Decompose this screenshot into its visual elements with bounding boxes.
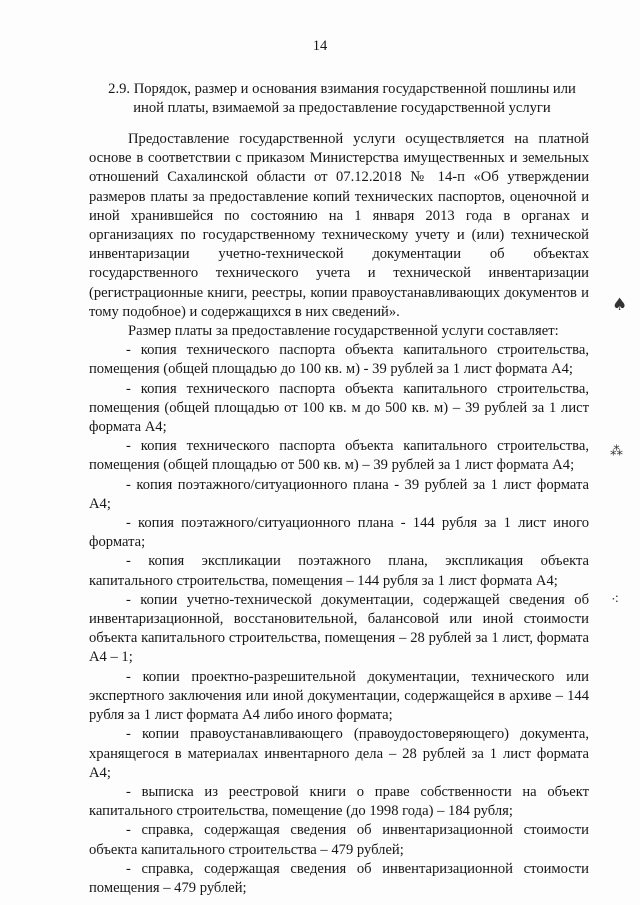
fee-item: - выписка из реестровой книги о праве собственности на объект капитального строительства, помещение (до 1998 года) – 184 рубля; (89, 783, 589, 820)
margin-mark-icon: ⁂ (610, 444, 623, 459)
margin-mark-icon: ♠ (612, 295, 628, 315)
fee-item: - копии правоустанавливающего (правоудостоверяющего) документа, хранящегося в материалах инвентарного дела – 28 рублей за 1 лист формата А4; (89, 726, 589, 781)
intro-paragraph: Предоставление государственной услуги осуществляется на платной основе в соответствии с приказом Министерства имущественных и земельных отношений Сахалинской области от 07.12.2018 № 14-п «Об утверждении размеров платы за предоставление копий технических паспортов, оценочной и иной хранившейся по состоянию на 1 января 2013 года в органах и организациях по государственному техническому учету и (или) технической инвентаризации учетно-технической документации об объектах государственного технического учета и технической инвентаризации (регистрационные книги, реестры, копии правоустанавливающих документов и тому подобное) и содержащихся в них сведений». (89, 131, 589, 320)
fee-intro: Размер платы за предоставление государственной услуги составляет: (128, 323, 559, 340)
document-body (89, 130, 589, 898)
fee-item: - копии проектно-разрешительной документации, технического или экспертного заключения или иной документации, содержащейся в архиве – 144 рубля за 1 лист формата А4 либо иного формата; (89, 668, 589, 724)
fee-item: - копия технического паспорта объекта капитального строительства, помещения (общей площадью до 100 кв. м) - 39 рублей за 1 лист формата А4; (89, 342, 589, 378)
fee-item: - справка, содержащая сведения об инвентаризационной стоимости объекта капитального строительства – 479 рублей; (89, 822, 589, 858)
fee-item: - копия экспликации поэтажного плана, экспликация объекта капитального строительства, помещения – 144 рубля за 1 лист формата А4; (89, 553, 589, 589)
fee-item: - копии учетно-технической документации, содержащей сведения об инвентаризационной, восстановительной, балансовой или иной стоимости объекта капитального строительства, помещения – 28 рублей за 1 лист, формата А4 – 1; (89, 591, 589, 666)
fee-item: - справка, содержащая сведения об инвентаризационной стоимости помещения – 479 рублей; (89, 860, 589, 896)
margin-mark-icon: ⁖ (611, 592, 620, 608)
page-number: 14 (312, 38, 328, 54)
fee-item: - копия технического паспорта объекта капитального строительства, помещения (общей площадью от 100 кв. м до 500 кв. м) – 39 рублей за 1 лист формата А4; (89, 380, 589, 436)
section-heading: 2.9. Порядок, размер и основания взимания государственной пошлины или иной платы, взимаемой за предоставление государственной услуги (108, 81, 576, 116)
fee-item: - копия поэтажного/ситуационного плана - 39 рублей за 1 лист формата А4; (89, 476, 589, 512)
fee-item: - копия поэтажного/ситуационного плана - 144 рубля за 1 лист иного формата; (89, 515, 589, 551)
fee-item: - копия технического паспорта объекта капитального строительства, помещения (общей площадью от 500 кв. м) – 39 рублей за 1 лист формата А4; (89, 438, 589, 474)
